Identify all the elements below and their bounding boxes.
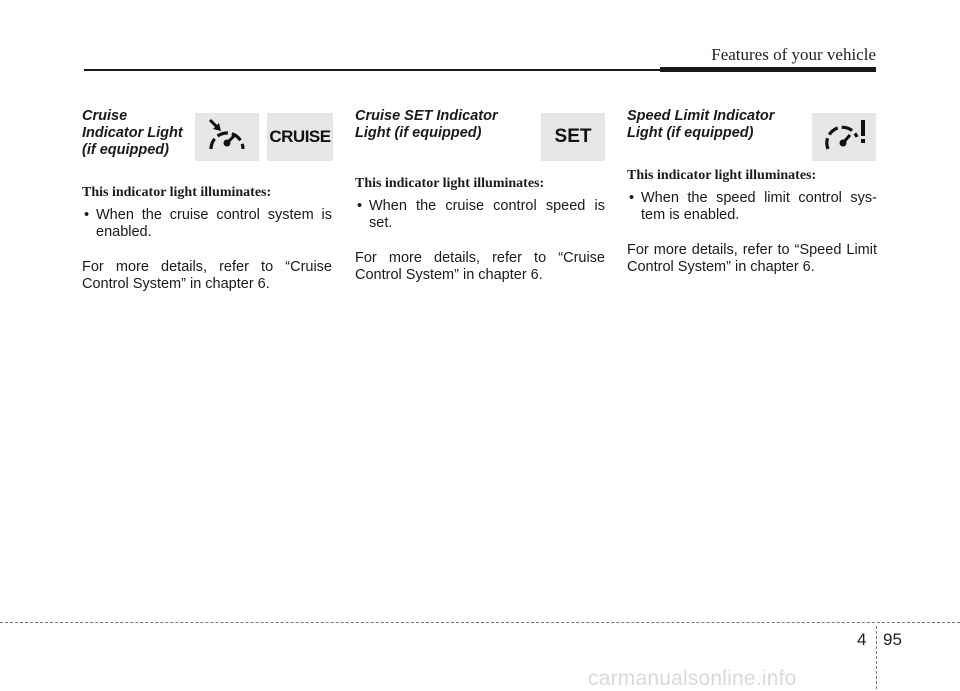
section-lead: This indicator light illuminates: xyxy=(355,176,545,191)
reference-paragraph: For more details, refer to “Cruise Control System” in chapter 6. xyxy=(82,259,332,292)
reference-paragraph: For more details, refer to “Speed Limit Control System” in chapter 6. xyxy=(627,242,877,275)
set-icon-label: SET xyxy=(554,126,592,147)
speedometer-exclamation-icon xyxy=(812,113,876,161)
set-text-icon xyxy=(541,113,605,161)
header-title: Features of your vehicle xyxy=(711,45,876,64)
header-rule-accent xyxy=(660,67,876,72)
speedometer-arrow-icon xyxy=(195,113,259,161)
section-lead: This indicator light illuminates: xyxy=(627,168,817,183)
chapter-number: 4 xyxy=(857,630,867,649)
bullet-text: When the speed limit control sys-tem is enabled. xyxy=(641,190,877,223)
cruise-text-icon xyxy=(267,113,333,161)
footer-rule xyxy=(0,622,960,623)
cruise-icon-label: CRUISE xyxy=(269,127,331,146)
bullet-item xyxy=(355,198,605,232)
section-lead: This indicator light illuminates: xyxy=(82,185,272,200)
bullet-text: When the cruise control speed is set. xyxy=(369,198,605,231)
section-title: Speed Limit Indicator Light (if equipped) xyxy=(627,108,775,141)
bullet-item xyxy=(82,207,332,241)
reference-paragraph: For more details, refer to “Cruise Control System” in chapter 6. xyxy=(355,250,605,283)
footer-divider xyxy=(876,626,877,689)
section-title: Cruise Indicator Light (if equipped) xyxy=(82,108,183,158)
bullet-text: When the cruise control system is enabled. xyxy=(96,207,332,240)
bullet-item xyxy=(627,190,877,224)
section-title: Cruise SET Indicator Light (if equipped) xyxy=(355,108,498,141)
page-number: 95 xyxy=(883,630,902,649)
watermark: carmanualsonline.info xyxy=(588,667,797,690)
